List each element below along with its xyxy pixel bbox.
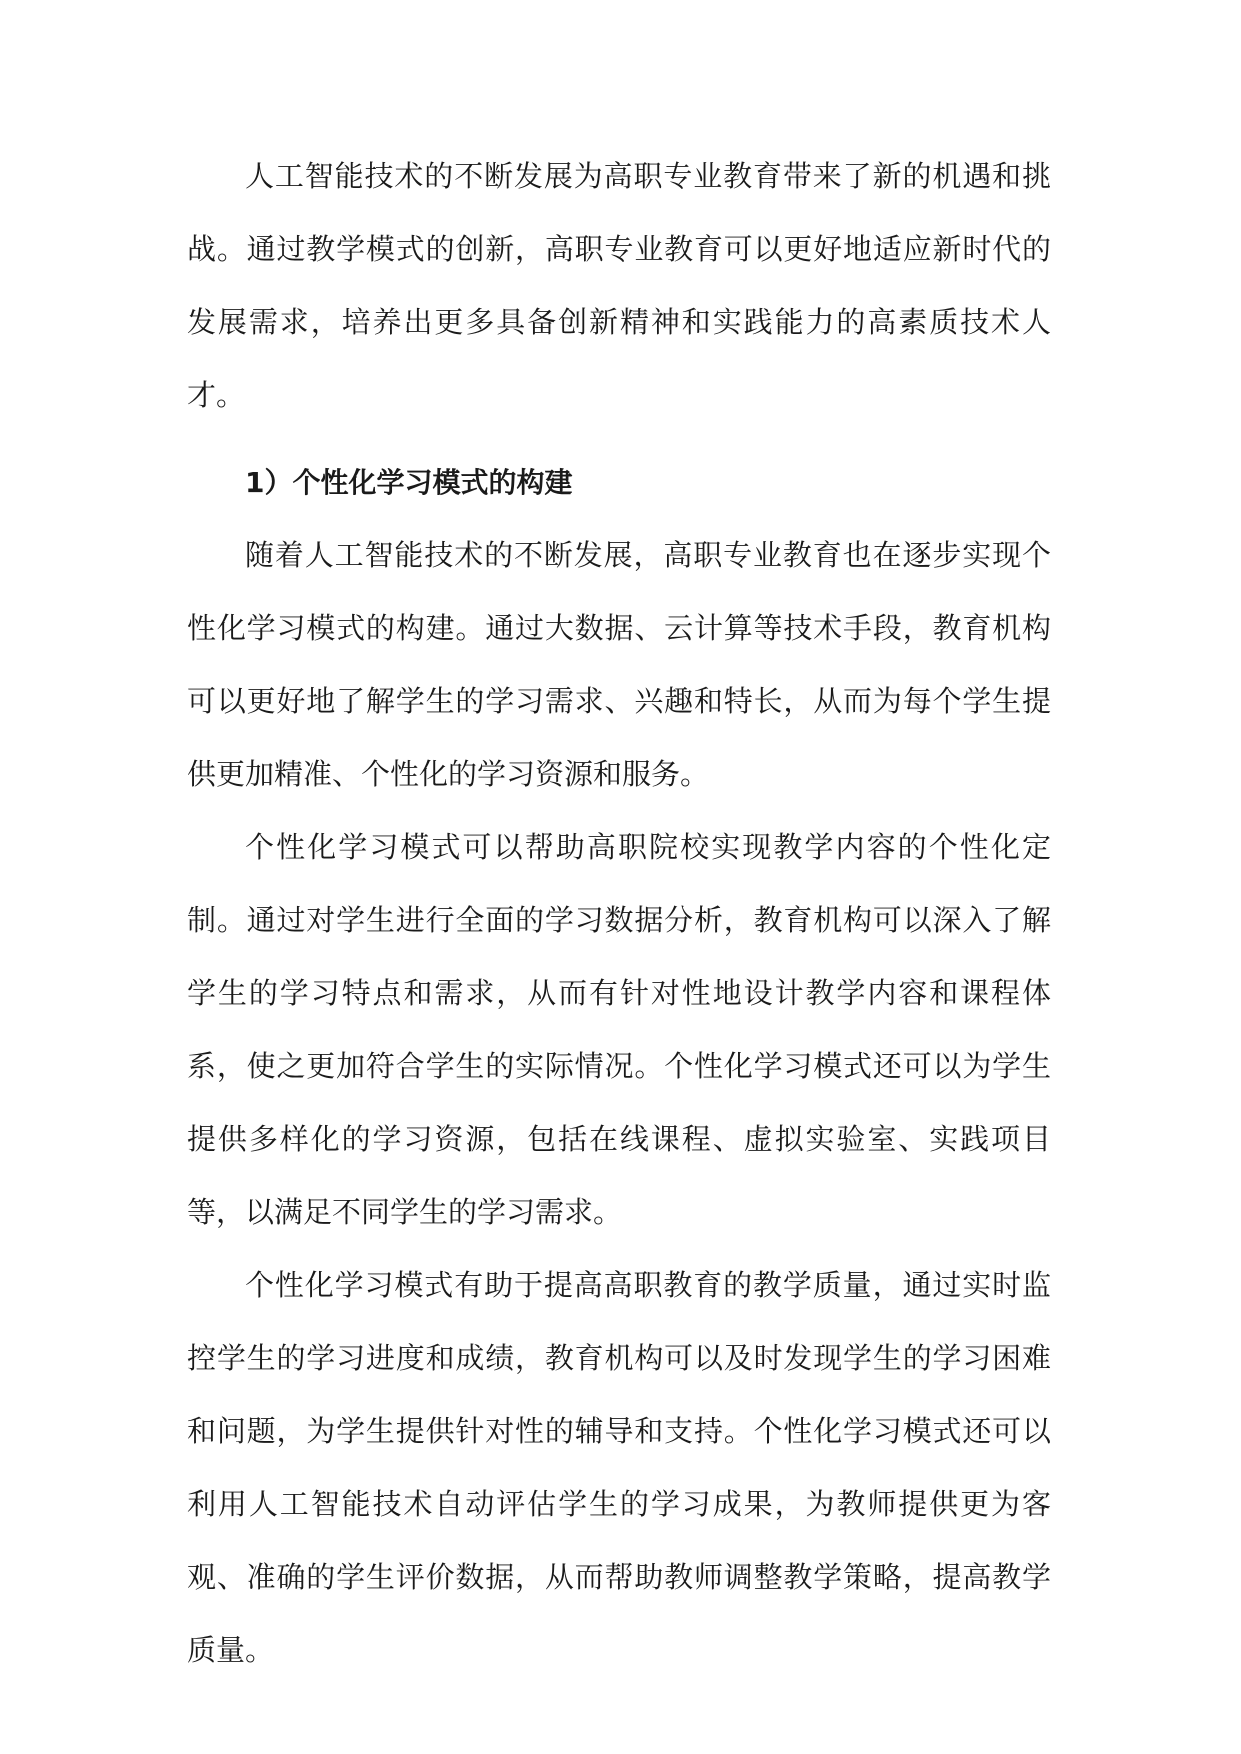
document-body xyxy=(187,140,1051,1687)
intro-paragraph: 人工智能技术的不断发展为高职专业教育带来了新的机遇和挑战。通过教学模式的创新，高职专业教育可以更好地适应新时代的发展需求，培养出更多具备创新精神和实践能力的高素质技术人才。 xyxy=(187,159,1051,412)
section-heading: 1）个性化学习模式的构建 xyxy=(245,466,573,499)
body-paragraph-2: 个性化学习模式可以帮助高职院校实现教学内容的个性化定制。通过对学生进行全面的学习数据分析，教育机构可以深入了解学生的学习特点和需求，从而有针对性地设计教学内容和课程体系，使之更加符合学生的实际情况。个性化学习模式还可以为学生提供多样化的学习资源，包括在线课程、虚拟实验室、实践项目等，以满足不同学生的学习需求。 xyxy=(187,830,1051,1229)
body-paragraph-3: 个性化学习模式有助于提高高职教育的教学质量，通过实时监控学生的学习进度和成绩，教育机构可以及时发现学生的学习困难和问题，为学生提供针对性的辅导和支持。个性化学习模式还可以利用人工智能技术自动评估学生的学习成果，为教师提供更为客观、准确的学生评价数据，从而帮助教师调整教学策略，提高教学质量。 xyxy=(187,1268,1051,1667)
body-paragraph-1: 随着人工智能技术的不断发展，高职专业教育也在逐步实现个性化学习模式的构建。通过大数据、云计算等技术手段，教育机构可以更好地了解学生的学习需求、兴趣和特长，从而为每个学生提供更加精准、个性化的学习资源和服务。 xyxy=(187,538,1051,791)
